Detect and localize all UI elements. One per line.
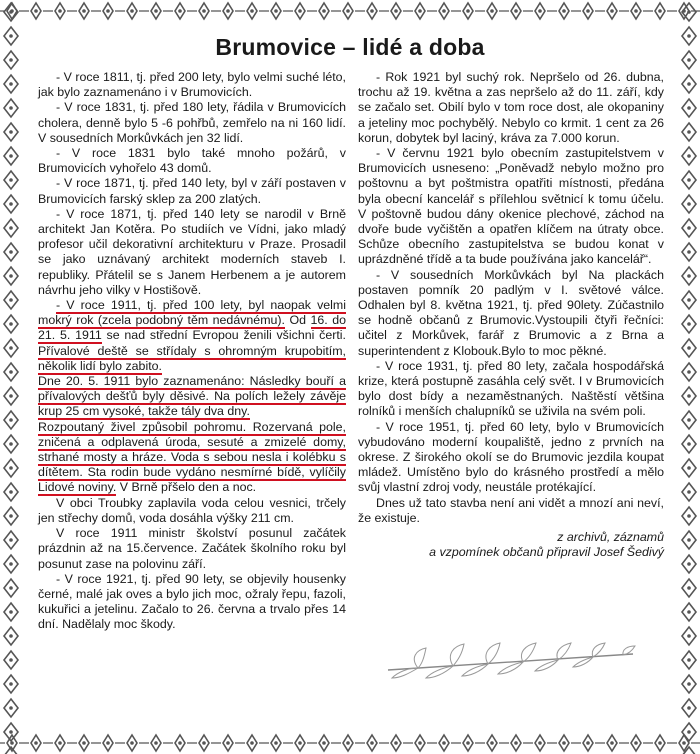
left-column xyxy=(38,70,346,633)
marked-text: 16. do 21. 5. 1911 xyxy=(38,313,346,343)
signature-line: a vzpomínek občanů připravil Josef Šedivý xyxy=(429,545,664,560)
marked-text: - V roce 1911, tj. před 100 lety, byl naopak velmi mokrý rok (zcela podobný těm nedávnému). xyxy=(38,298,346,328)
decorative-border-top xyxy=(0,0,700,22)
paragraph-1911 xyxy=(38,298,346,374)
right-column xyxy=(358,70,664,561)
paragraph: V obci Troubky zaplavila voda celou vesnici, trčely jen střechy domů, voda dosáhla výšky 211 cm. xyxy=(38,495,346,525)
marked-text: Rozpoutaný živel způsobil pohromu. Rozervaná pole, zničená a odplavená úroda, sesuté a zmizelé domy, strhané mosty a hráze. Voda s sebou nesla i kolébku s dítětem. Sta rodin bude vydáno nesmírné bídě, vylíčily Lidové noviny. xyxy=(38,419,346,495)
decorative-border-bottom xyxy=(0,732,700,754)
text: se nad střední Evropou ženili všichni čerti. xyxy=(101,328,346,343)
paragraph: - V roce 1871, tj. před 140 lety se narodil v Brně architekt Jan Kotěra. Po studiích ve Vídni, jako mladý profesor učil dekorativní architekturu v Praze. Prosadil se jako uznávaný architekt moderních staveb I. republiky. Přátelil se s Janem Herbenem a je autorem návrhu jeho vilky v Hostišově. xyxy=(38,206,346,297)
branch-icon xyxy=(378,640,648,682)
paragraph: - V roce 1831, tj. před 180 lety, řádila v Brumovicích cholera, denně bylo 5 -6 pohřbů, zemřelo na ni 160 lidí. V sousedních Morkůvkách jen 32 lidí. xyxy=(38,100,346,145)
paragraph: - V roce 1811, tj. před 200 lety, bylo velmi suché léto, jak bylo zaznamenáno i v Brumovicích. xyxy=(38,70,346,100)
paragraph: - V sousedních Morkůvkách byl Na plackách postaven pomník 20 padlým v I. světové válce. Odhalen byl 8. května 1921, tj. před 90lety. Zúčastnilo se hodně občanů z Brumovic.Vystoupili čtyři řečníci: učitel z Morkůvek, farář z Brumovic a z Brna a superintendent z Klobouk.Bylo to moc pěkné. xyxy=(358,267,664,358)
paragraph: - V roce 1831 bylo také mnoho požárů, v Brumovicích vyhořelo 43 domů. xyxy=(38,146,346,176)
paragraph: Dnes už tato stavba není ani vidět a mnozí ani neví, že existuje. xyxy=(358,495,664,525)
text: V Brně přšelo den a noc. xyxy=(116,480,257,495)
paragraph: - Rok 1921 byl suchý rok. Nepršelo od 26. dubna, trochu až 19. května a zas nepršelo až do 11. září, kdy se začalo set. Obilí bylo v tom roce dost, ale okopaniny a jeteliny moc pochybělý. Nebylo co krmit. 1 cent za 26 korun, dobytek byl laciný, kráva za 7.000 korun. xyxy=(358,70,664,145)
marked-text: Dne 20. 5. 1911 bylo zaznamenáno: Následky bouří a přívalových dešťů byly děsivé. Na polích ležely závěje krup 25 cm vysoké, takže tály dva dny. xyxy=(38,374,346,419)
signature-line: z archivů, záznamů xyxy=(557,530,664,545)
paragraph: - V červnu 1921 bylo obecním zastupitelstvem v Brumovicích usneseno: „Poněvadž nebylo možno pro poštovnu a byt poštmistra opatřiti místnosti, předána byla obecní kancelář s přílehlou světnicí k tomu účelu. V poštovně budou dány okenice plechové, záchod na dvoře bude vyčištěn a opatřen klíčem na útraty obce. Schůze obecního zastupitelstva se budou konat v uprázdněné třídě a ta bude používána jako kancelář“. xyxy=(358,146,664,267)
signature xyxy=(358,530,664,560)
decorative-border-left xyxy=(0,0,22,754)
decorative-border-right xyxy=(678,0,700,754)
paragraph xyxy=(38,420,346,496)
paragraph xyxy=(38,374,346,420)
text: Od xyxy=(284,313,311,328)
marked-text: Přívalové deště se střídaly s ohromným krupobitím, několik lidí bylo zabito. xyxy=(38,343,346,373)
paragraph: - V roce 1951, tj. před 60 lety, bylo v Brumovicích vybudováno moderní koupaliště, jedno z prvních na okrese. Z širokého okolí se do Brumovic jezdila koupat mládež. Umístěno bylo do krásného prostředí a mělo svůj vlastní zdroj vody, neustále protékající. xyxy=(358,419,664,495)
paragraph: - V roce 1931, tj. před 80 lety, začala hospodářská krize, která postupně zasáhla celý svět. I v Brumovicích bylo dost bídy a nezaměstnaných. Naštěstí většina rolníků i menších chalupníků se uživila na svém poli. xyxy=(358,358,664,419)
paragraph: - V roce 1921, tj. před 90 lety, se objevily housenky černé, malé jak oves a bylo jich moc, ožraly řepu, fazoli, kukuřici a jetelinu. Začalo to 26. června a trvalo přes 14 dní. Nadělaly moc škody. xyxy=(38,571,346,632)
paragraph: - V roce 1871, tj. před 140 lety, byl v září postaven v Brumovicích farský sklep za 200 zlatých. xyxy=(38,176,346,206)
paragraph: V roce 1911 ministr školství posunul začátek prázdnin až na 15.července. Začátek školního roku byl posunut zase na polovinu září. xyxy=(38,526,346,571)
page-title: Brumovice – lidé a doba xyxy=(215,34,485,60)
